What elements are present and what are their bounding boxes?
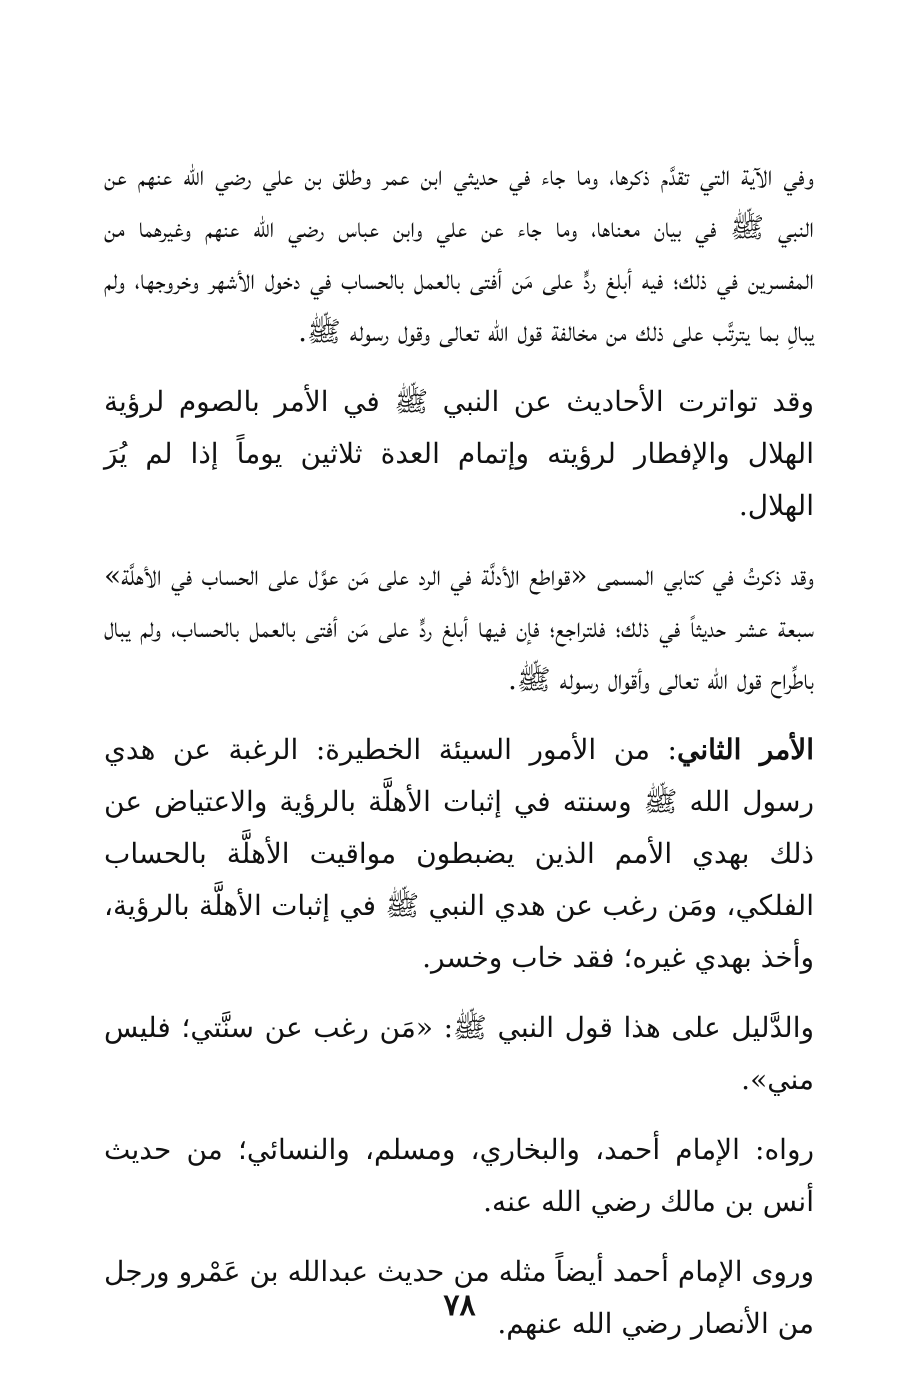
page-body: [104, 150, 814, 1368]
section-heading: الأمر الثاني: [677, 733, 814, 766]
paragraph-6: [104, 1124, 814, 1228]
page-number: ٧٨: [443, 1288, 476, 1323]
paragraph-2: [104, 376, 814, 532]
paragraph-6-text: رواه: الإمام أحمد، والبخاري، ومسلم، والنسائي؛ من حديث أنس بن مالك رضي الله عنه.: [104, 1133, 814, 1218]
paragraph-1: [104, 150, 814, 358]
paragraph-3: [104, 550, 814, 706]
paragraph-5-text: والدَّليل على هذا قول النبي ﷺ: «مَن رغب عن سنَّتي؛ فليس مني».: [104, 1011, 814, 1096]
paragraph-5: [104, 1002, 814, 1106]
paragraph-2-text: وقد تواترت الأحاديث عن النبي ﷺ في الأمر بالصوم لرؤية الهلال والإفطار لرؤيته وإتمام العدة ثلاثين يوماً إذا لم يُرَ الهلال.: [104, 385, 814, 522]
paragraph-4-text: : من الأمور السيئة الخطيرة: الرغبة عن هدي رسول الله ﷺ وسنته في إثبات الأهلَّة بالرؤية والاعتياض عن ذلك بهدي الأمم الذين يضبطون مواقيت الأهلَّة بالحساب الفلكي، ومَن رغب عن هدي النبي ﷺ في إثبات الأهلَّة بالرؤية، وأخذ بهدي غيره؛ فقد خاب وخسر.: [104, 733, 814, 974]
paragraph-3-text: وقد ذكرتُ في كتابي المسمى «قواطع الأدلَّة في الرد على مَن عوَّل على الحساب في الأهلَّة» سبعة عشر حديثاً في ذلك؛ فلتراجع؛ فإن فيها أبلغ ردٍّ على مَن أفتى بالعمل بالحساب، ولم يبال باطِّراح قول الله تعالى وأقوال رسوله ﷺ.: [104, 559, 814, 696]
paragraph-4: [104, 724, 814, 984]
paragraph-7-text: وروى الإمام أحمد أيضاً مثله من حديث عبدالله بن عَمْرو ورجل من الأنصار رضي الله عنهم.: [104, 1255, 814, 1340]
paragraph-1-text: وفي الآية التي تقدَّم ذكرها، وما جاء في حديثي ابن عمر وطلق بن علي رضي الله عنهم عن النبي ﷺ في بيان معناها، وما جاء عن علي وابن عباس رضي الله عنهم وغيرهما من المفسرين في ذلك؛ فيه أبلغ ردٍّ على مَن أفتى بالعمل بالحساب في دخول الأشهر وخروجها، ولم يبالِ بما يترتَّب على ذلك من مخالفة قول الله تعالى وقول رسوله ﷺ.: [104, 159, 815, 348]
